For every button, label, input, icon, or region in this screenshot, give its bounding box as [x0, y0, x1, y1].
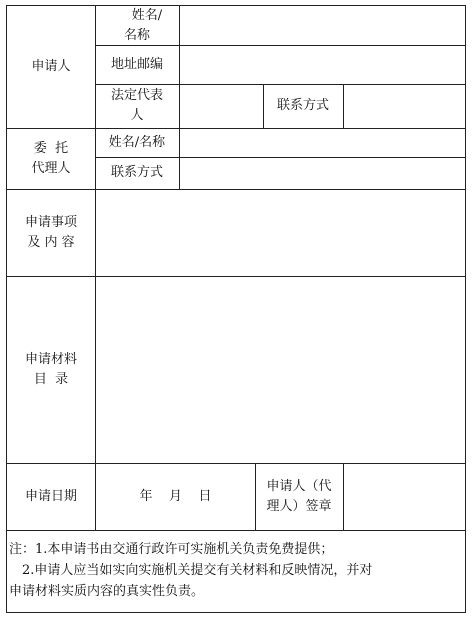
signature-label-line1: 申请人（代 — [266, 478, 332, 494]
matter-label-line2: 及 内 容 — [27, 234, 75, 250]
agent-contact-text: 联系方式 — [110, 165, 163, 180]
agent-section-label — [7, 128, 95, 189]
date-placeholder: 年 月 日 — [139, 489, 212, 504]
row-divider — [7, 530, 465, 531]
matter-label — [7, 189, 95, 276]
applicant-label: 申请人 — [31, 59, 71, 74]
signature-field[interactable] — [344, 464, 465, 530]
legal-rep-line2: 人 — [130, 108, 144, 123]
legal-rep-line1: 法定代表 — [110, 88, 163, 103]
materials-label — [7, 276, 95, 463]
agent-contact-label — [95, 157, 179, 189]
applicant-section-label — [7, 6, 95, 128]
materials-list-field[interactable] — [96, 277, 465, 463]
name-label-line2: 名称 — [123, 27, 150, 43]
application-form — [6, 5, 466, 613]
applicant-contact-field[interactable] — [344, 85, 465, 128]
matter-label-line1: 申请事项 — [24, 214, 77, 230]
date-label-text: 申请日期 — [24, 488, 77, 504]
legal-representative-label — [95, 84, 179, 128]
applicant-name-label — [95, 6, 179, 45]
signature-label — [255, 463, 343, 530]
name-label-line1: 姓名/ — [131, 7, 163, 23]
date-field[interactable] — [96, 464, 255, 530]
agent-label-line1: 委 托 — [33, 140, 69, 156]
agent-label-line2: 代理人 — [31, 160, 71, 176]
applicant-contact-label — [263, 84, 343, 128]
applicant-address-field[interactable] — [180, 46, 465, 84]
note-line1: 注：1.本申请书由交通行政许可实施机关负责免费提供； — [9, 542, 334, 557]
address-label: 地址邮编 — [110, 56, 163, 72]
agent-name-text: 姓名/名称 — [108, 134, 166, 150]
applicant-name-field[interactable] — [180, 6, 465, 45]
note-line3: 申请材料实质内容的真实性负责。 — [9, 584, 205, 599]
agent-name-label — [95, 128, 179, 157]
form-note — [9, 539, 461, 602]
applicant-address-label — [95, 45, 179, 84]
contact-label: 联系方式 — [276, 98, 329, 113]
materials-label-line2: 目 录 — [33, 371, 69, 387]
note-line2: 2.申请人应当如实向实施机关提交有关材料和反映情况，并对 — [22, 563, 373, 578]
materials-label-line1: 申请材料 — [24, 351, 77, 367]
date-label — [7, 463, 95, 530]
signature-label-line2: 理人）签章 — [266, 498, 332, 514]
matter-content-field[interactable] — [96, 190, 465, 276]
legal-representative-field[interactable] — [180, 85, 263, 128]
agent-name-field[interactable] — [180, 129, 465, 157]
agent-contact-field[interactable] — [180, 158, 465, 189]
